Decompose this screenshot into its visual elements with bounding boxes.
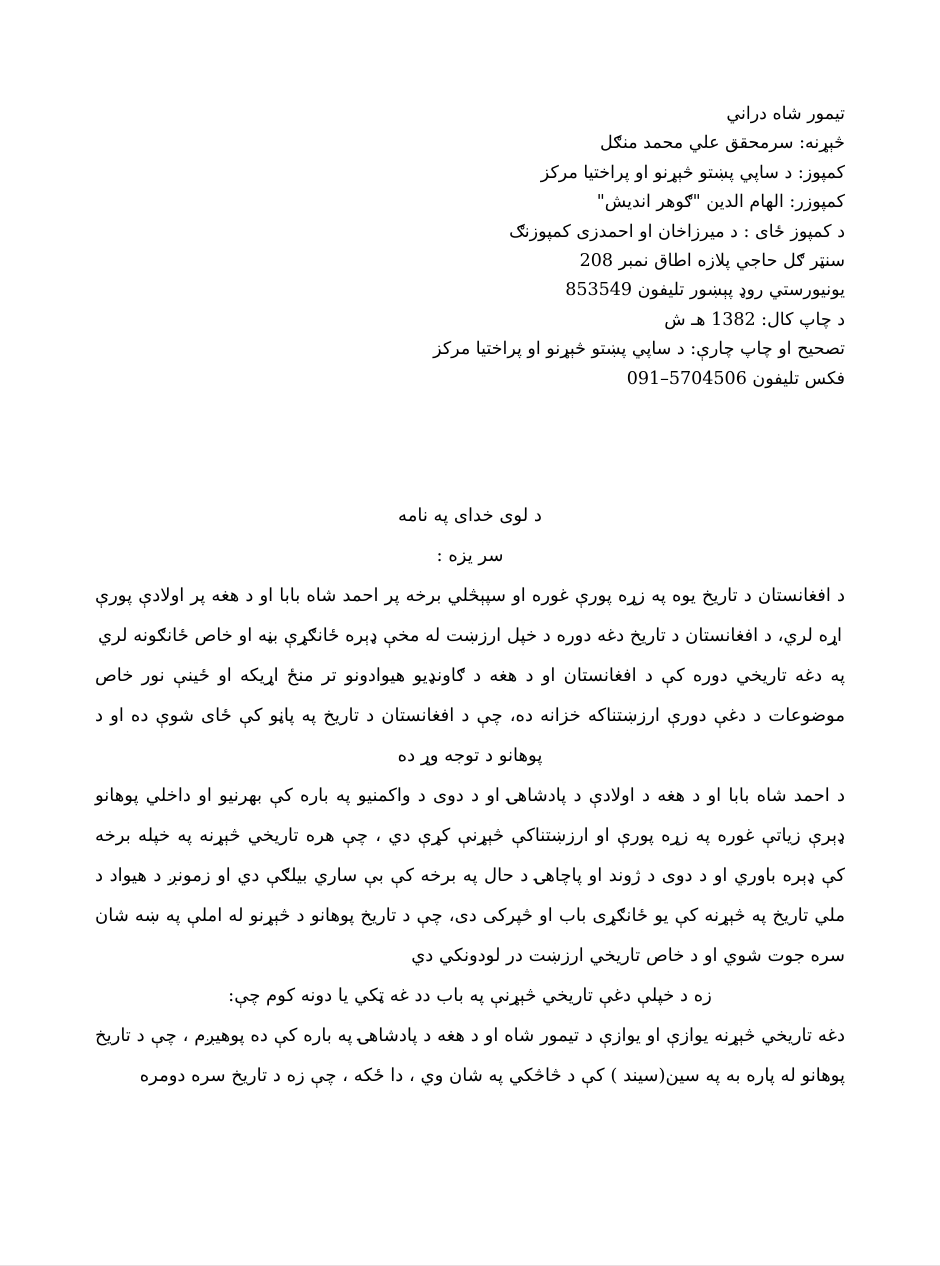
invocation-line: د لوی خدای په نامه [398, 505, 542, 526]
preface-paragraph-5: دغه تاریخي څېړنه یوازې او یوازې د تیمور شاه او د هغه د پادشاهۍ په باره کې ده پوهیږم ، چې د تاریخ پوهانو له پاره به په سین(سیند ) کې د څاڅکي په شان وي ، دا ځکه ، چې زه د تاریخ سره دومره [95, 1025, 845, 1086]
imprint-line-print-affairs: تصحیح او چاپ چارې: د ساپي پښتو څېړنو او پراختیا مرکز [433, 339, 845, 360]
imprint-line-address: سنټر ګل حاجي پلازه اطاق نمبر 208 [579, 251, 845, 272]
imprint-line-composer: کمپوزر: الهام الدین "ګوهر اندیش" [596, 192, 845, 213]
imprint-line-researcher: څېړنه: سرمحقق علي محمد منګل [600, 133, 845, 154]
preface-paragraph-1: د افغانستان د تاریخ یوه په زړه پورې غوره او سپېڅلي برخه پر احمد شاه بابا او د هغه پر اولادې پورې اړه لري، د افغانستان د تاریخ دغه دوره د خپل ارزښت له مخې ډېره ځانګړې بڼه او خاص ځانګونه لري [95, 585, 845, 646]
preface-heading: سر يزه : [436, 545, 504, 566]
imprint-line-fax: فکس تلیفون 5704506–091 [626, 368, 845, 389]
preface-paragraph-4: زه د خپلې دغې تاریخي څېړنې په باب دد غه ټکي یا دونه کوم چې: [228, 985, 712, 1006]
preface-block [95, 496, 845, 1096]
imprint-line-composer-org: کمپوز: د ساپي پښتو څېړنو او پراختیا مرکز [540, 162, 845, 183]
imprint-block [95, 100, 845, 394]
preface-paragraph-2: په دغه تاریخي دوره کې د افغانستان او د هغه د ګاونډیو هیوادونو تر منځ اړیکه او ځینې نور خاص موضوعات د دغې دورې ارزښتناکه خزانه ده، چې د افغانستان د تاریخ په پاڼو کې ځای شوې ده او د پوهانو د توجه وړ ده [95, 665, 845, 766]
preface-paragraph-3: د احمد شاه بابا او د هغه د اولادې د پادشاهۍ او د دوی د واکمنیو په باره کې بهرنیو او داخلي پوهانو ډېرې زیاتې غوره په زړه پورې او ارزښتناکې څېړنې کړې دي ، چې هره تاریخي څېړنه په خپله برخه کې ډېره باوري او د دوی د ژوند او پاچاهۍ د حال په برخه کې بې ساري بیلګې دي او زمونږ د هیواد د ملي تاریخ په څېړنه کې یو ځانګړی باب او څپرکی دی، چې د تاریخ پوهانو د څېړنو له املې په ښه شان سره جوت شوي او د خاص تاریخي ارزښت در لودونکي دي [95, 785, 845, 966]
imprint-line-print-year: د چاپ کال: 1382 هـ ش [664, 309, 845, 330]
imprint-line-compose-place: د کمپوز ځای : د میرزاخان او احمدزی کمپوزنګ [509, 221, 845, 242]
imprint-line-title: تیمور شاه دراني [726, 104, 845, 124]
imprint-line-phone: یونیورستي روډ پېښور تلیفون 853549 [565, 280, 845, 301]
